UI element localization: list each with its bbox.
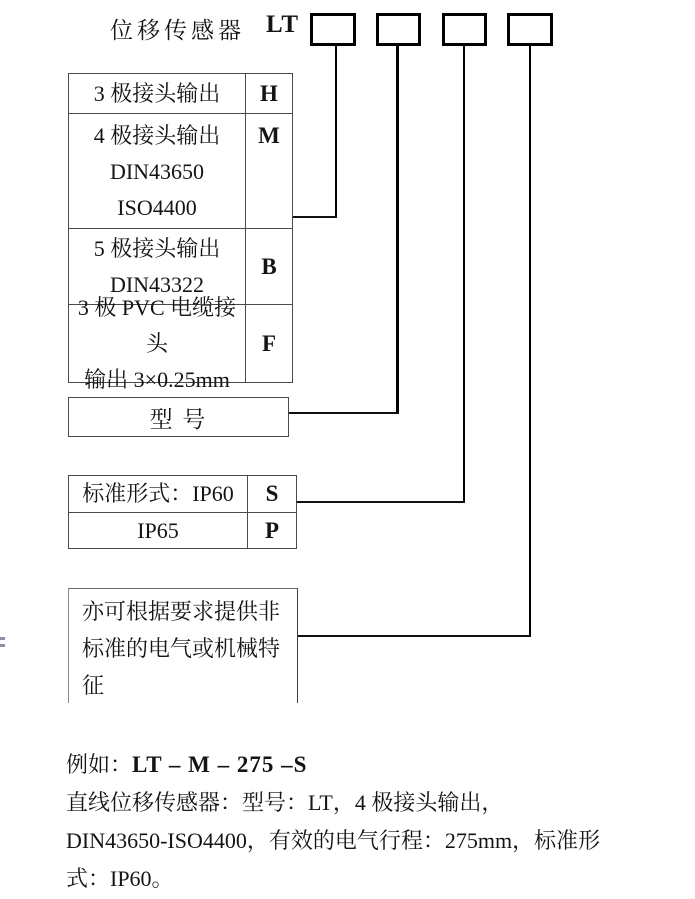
row-label	[69, 114, 245, 228]
row-label-line: 3 极接头输出	[93, 80, 221, 106]
table-row-p	[69, 512, 296, 548]
connector-hline-4	[298, 635, 531, 637]
row-label-line: 3 极 PVC 电缆接头	[77, 294, 237, 356]
row-label: IP65	[137, 517, 179, 543]
row-label-line: 输出 3×0.25mm	[84, 366, 230, 392]
table-row-m	[69, 113, 292, 228]
example-code: LT – M – 275 –S	[132, 752, 308, 777]
row-label-line: DIN43650	[109, 159, 205, 184]
row-label: 标准形式：IP60	[82, 481, 234, 506]
example-prefix: 例如：	[66, 752, 133, 777]
connector-hline-2	[289, 412, 399, 414]
connector-vline-3	[463, 46, 465, 502]
row-label-line: 4 极接头输出	[93, 123, 221, 148]
row-label-line: DIN43322	[109, 271, 205, 297]
connector-vline-1	[335, 46, 337, 217]
note-line: 标准的电气或机械特	[82, 636, 281, 661]
scan-artifact	[0, 637, 5, 650]
row-label-line: 5 极接头输出	[93, 235, 221, 261]
row-code: M	[245, 114, 292, 228]
connector-vline-4	[529, 46, 531, 636]
model-code-label: LT	[266, 11, 300, 38]
connector-hline-3	[297, 501, 465, 503]
protection-class-table	[68, 475, 297, 549]
example-code-line	[66, 746, 666, 784]
row-code: B	[245, 229, 292, 304]
code-box-2	[376, 13, 421, 46]
custom-option-note-box	[68, 588, 298, 703]
connector-type-table	[68, 73, 293, 392]
code-box-3	[442, 13, 487, 46]
example-description-line: 直线位移传感器：型号：LT，4 极接头输出，	[66, 790, 504, 815]
row-label-line: ISO4400	[117, 195, 197, 220]
row-label	[69, 294, 245, 392]
model-number-box: 型 号	[68, 397, 289, 437]
row-code: H	[245, 74, 292, 113]
table-row-f	[69, 294, 292, 392]
note-line: 亦可根据要求提供非	[82, 599, 281, 624]
table-row-s	[69, 476, 296, 512]
example-description-line: 式：IP60。	[66, 866, 174, 891]
row-code: P	[247, 513, 296, 548]
page-title: 位移传感器	[110, 18, 245, 43]
row-label	[69, 74, 245, 113]
code-box-1	[310, 13, 356, 46]
example-block	[66, 746, 666, 898]
row-code: S	[247, 476, 296, 512]
table-row-h	[69, 74, 292, 113]
code-box-4	[507, 13, 553, 46]
note-line: 征	[82, 673, 105, 698]
example-description-line: DIN43650-ISO4400，有效的电气行程：275mm，标准形	[66, 828, 601, 853]
connector-vline-2	[396, 46, 399, 413]
connector-hline-1	[293, 216, 337, 218]
row-code: F	[245, 305, 292, 382]
